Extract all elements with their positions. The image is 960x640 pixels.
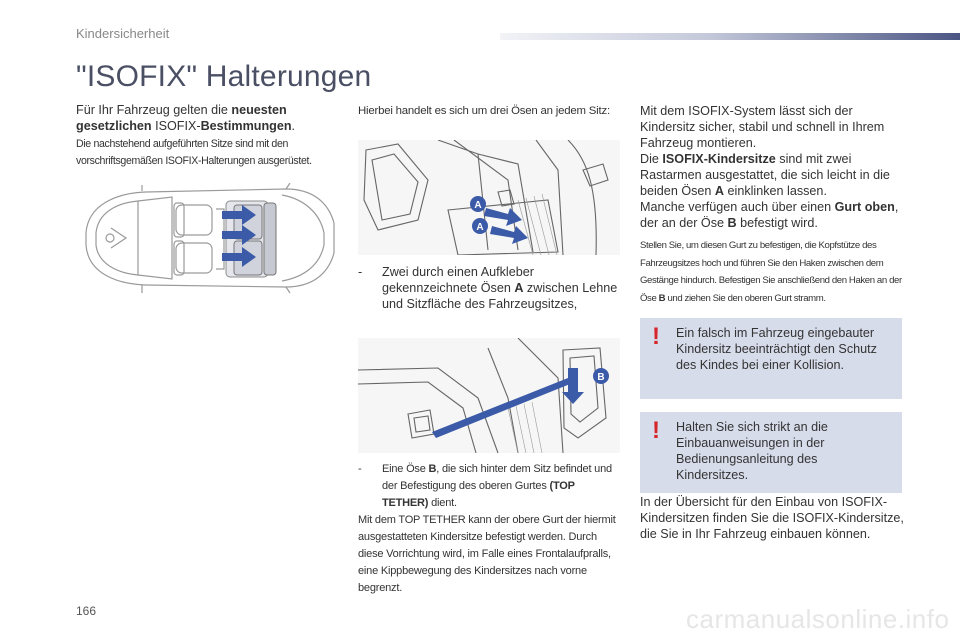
tether-diagram bbox=[358, 338, 620, 453]
column-right bbox=[640, 103, 908, 307]
strap-instructions: Stellen Sie, um diesen Gurt zu befestigen, die Kopfstütze des Fahrzeugsitzes hoch und führen Sie den Haken zwischen dem Gestänge hindurch. Befestigen Sie anschließend den Haken an der Öse B und ziehen Sie den oberen Gurt stramm. bbox=[640, 240, 902, 304]
warning-box-install bbox=[640, 318, 902, 399]
seat-anchor-illustration bbox=[358, 140, 620, 255]
warning-icon: ! bbox=[652, 323, 660, 350]
label-b: B bbox=[597, 372, 605, 383]
isofix-seats: Die ISOFIX-Kindersitze sind mit zwei Rastarmen ausgestattet, die sich leicht in die beiden Ösen A einklinken lassen. bbox=[640, 152, 890, 198]
page-number: 166 bbox=[76, 604, 97, 618]
overview-text: In der Übersicht für den Einbau von ISOFIX-Kindersitzen finden Sie die ISOFIX-Kindersitze, die Sie in Ihr Fahrzeug einbauen können. bbox=[640, 495, 904, 541]
top-tether-note: Mit dem TOP TETHER kann der obere Gurt der hiermit ausgestatteten Kindersitze befestigt werden. Durch diese Vorrichtung wird, im Falle eines Frontalaufpralls, eine Kippbewegung des Kindersitzes nach vorne begrenzt. bbox=[358, 514, 616, 594]
warning-text-install: Ein falsch im Fahrzeug eingebauter Kindersitz beeinträchtigt den Schutz des Kindes bei einer Kollision. bbox=[676, 326, 877, 372]
top-tether-illustration bbox=[358, 338, 620, 453]
bullet-item-b: - Eine Öse B, die sich hinter dem Sitz befindet und der Befestigung des oberen Gurtes (TOP TETHER) dient. bbox=[358, 463, 612, 509]
warning-icon: ! bbox=[652, 417, 660, 444]
column-middle bbox=[358, 103, 623, 120]
overview-paragraph bbox=[640, 494, 908, 542]
intro-paragraph: Für Ihr Fahrzeug gelten die neuesten gesetzlichen ISOFIX-Bestimmungen. bbox=[76, 103, 296, 133]
warning-text-instructions: Halten Sie sich strikt an die Einbauanweisungen in der Bedienungsanleitung des Kindersitzes. bbox=[676, 420, 828, 482]
label-a-1: A bbox=[474, 200, 482, 211]
intro-note: Die nachstehend aufgeführten Sitze sind mit den vorschriftsgemäßen ISOFIX-Halterungen ausgerüstet. bbox=[76, 138, 312, 167]
anchor-arrows bbox=[222, 205, 256, 267]
top-strap-info: Manche verfügen auch über einen Gurt oben, der an der Öse B befestigt wird. bbox=[640, 200, 899, 230]
seat-diagram bbox=[358, 140, 620, 255]
watermark: carmanualsonline.info bbox=[686, 604, 950, 634]
header-bar bbox=[500, 33, 960, 40]
car-topview-illustration bbox=[76, 183, 338, 295]
car-diagram bbox=[76, 183, 338, 295]
label-a-2: A bbox=[476, 222, 484, 233]
page-title: "ISOFIX" Halterungen bbox=[76, 60, 372, 93]
bullet-item-a: - Zwei durch einen Aufkleber gekennzeichnete Ösen A zwischen Lehne und Sitzfläche des Fahrzeugsitzes, bbox=[358, 265, 618, 311]
anchors-intro: Hierbei handelt es sich um drei Ösen an jedem Sitz: bbox=[358, 105, 610, 117]
section-label: Kindersicherheit bbox=[76, 26, 170, 41]
isofix-intro: Mit dem ISOFIX-System lässt sich der Kindersitz sicher, stabil und schnell in Ihrem Fahrzeug montieren. bbox=[640, 104, 885, 150]
bullet-b bbox=[358, 461, 623, 597]
column-left bbox=[76, 102, 346, 170]
warning-box-instructions bbox=[640, 412, 902, 493]
bullet-a bbox=[358, 264, 623, 312]
